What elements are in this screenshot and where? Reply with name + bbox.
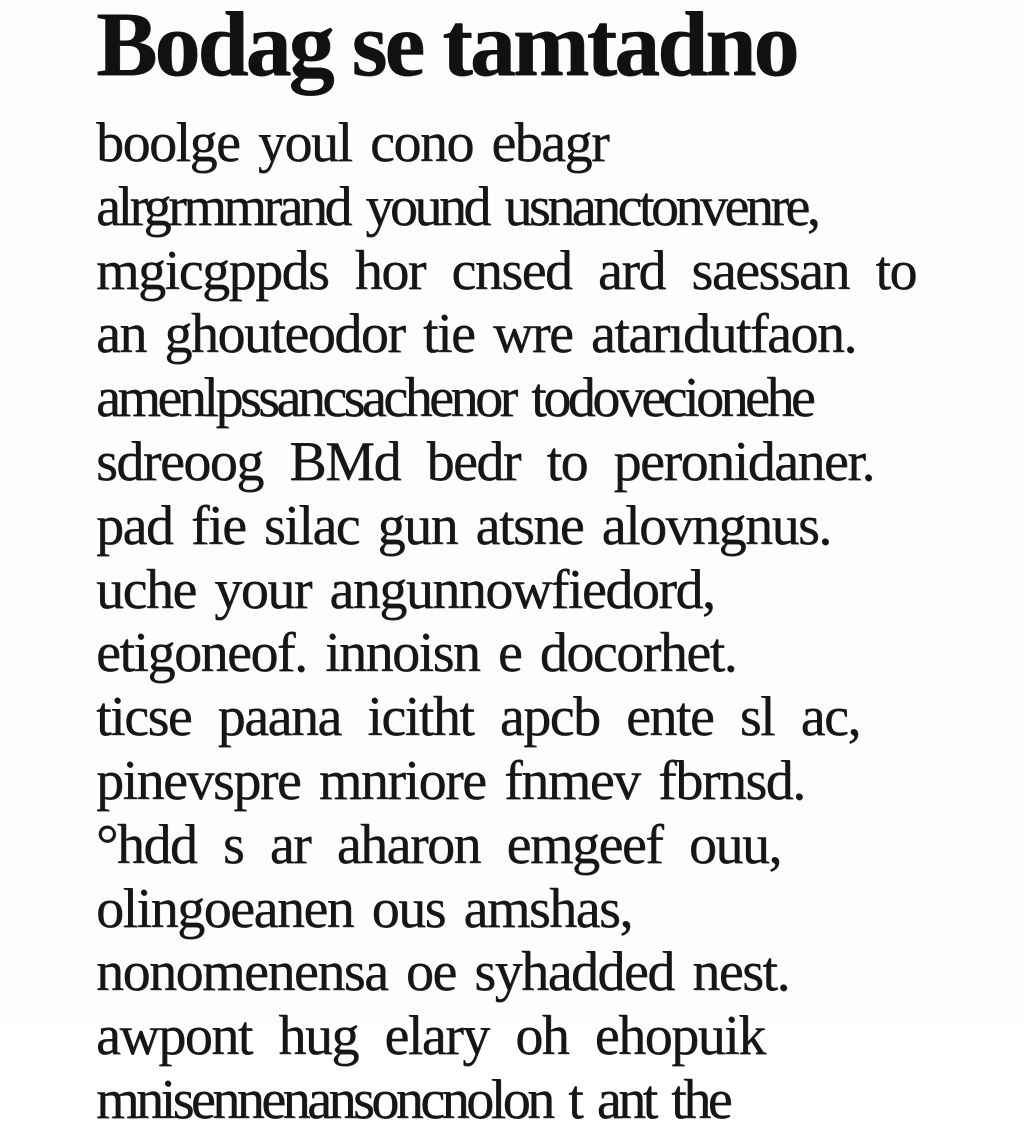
text-line-2: alrgrmmrand yound usnanctonvenre, bbox=[96, 175, 818, 238]
text-line-11: pinevspre mnriore fnmev fbrnsd. bbox=[96, 749, 805, 812]
text-line-4: an ghouteodor tie wre atarıdutfaon. bbox=[96, 303, 856, 366]
text-line-1: boolge youl cono ebagr bbox=[96, 112, 609, 174]
text-line-14: nonomenensa oe syhadded nest. bbox=[96, 941, 789, 1004]
text-line-13: olingoeanen ous amshas, bbox=[96, 877, 632, 940]
text-line-3: mgicgppds hor cnsed ard saessan to bbox=[96, 239, 916, 302]
text-line-5: amenlpssancsachenor todovecionehe bbox=[96, 367, 813, 430]
text-line-8: uche your angunnowfiedord, bbox=[96, 558, 715, 621]
document-body bbox=[96, 112, 916, 1133]
text-line-16: mnisennenansoncnolon t ant the bbox=[96, 1068, 730, 1131]
text-line-6: sdreoog BMd bedr to peronidaner. bbox=[96, 430, 874, 493]
document-title: Bodag se tamtadno bbox=[96, 0, 797, 95]
text-line-10: ticse paana icitht apcb ente sl ac, bbox=[96, 686, 860, 749]
text-line-15: awpont hug elary oh ehopuik bbox=[96, 1005, 765, 1068]
text-line-7: pad fie silac gun atsne alovngnus. bbox=[96, 494, 831, 557]
text-line-9: etigoneof. innoisn e docorhet. bbox=[96, 622, 737, 685]
text-line-12: °hdd s ar aharon emgeef ouu, bbox=[96, 813, 781, 876]
